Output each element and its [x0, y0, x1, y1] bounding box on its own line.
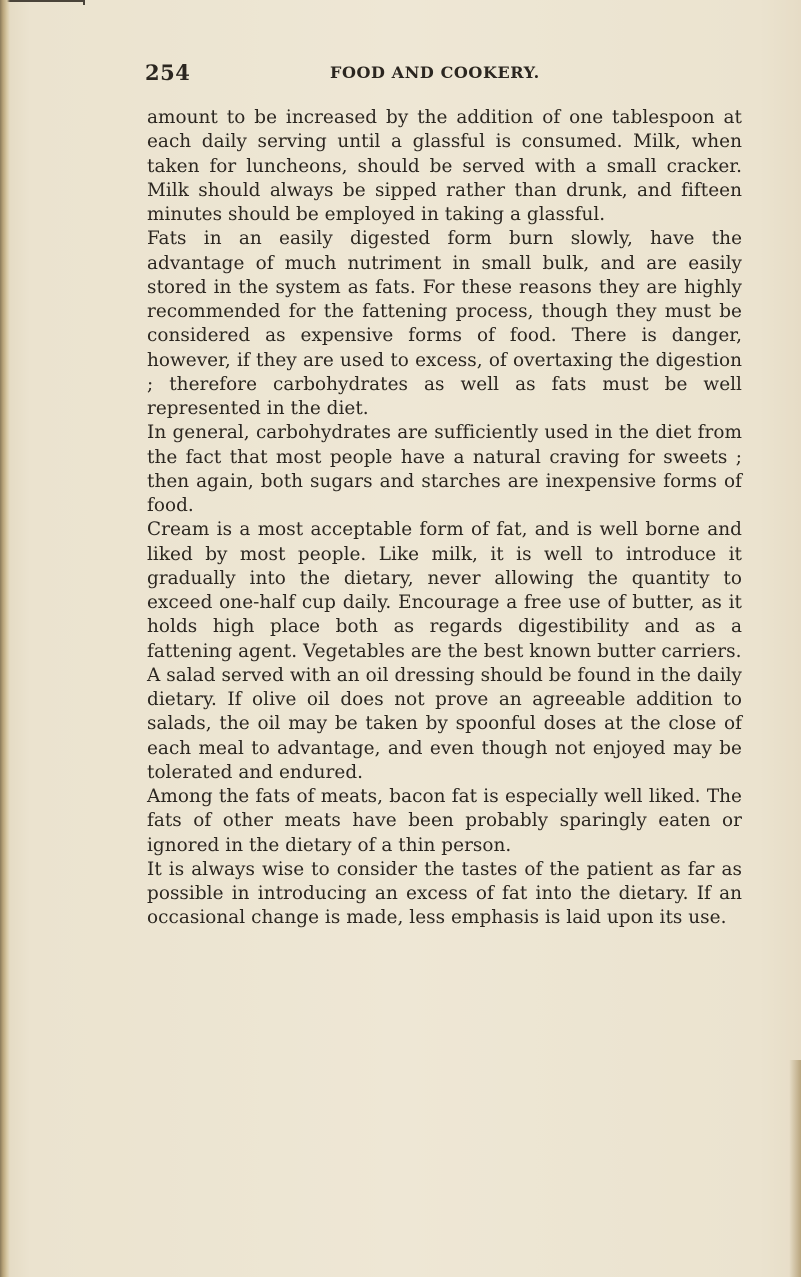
- page-header: [0, 60, 801, 90]
- paragraph: Among the fats of meats, bacon fat is especially well liked. The fats of other meats have been probably sparingly eaten or ignored in the dietary of a thin person.: [147, 786, 742, 856]
- page-edge-shadow: [789, 1060, 801, 1277]
- body-text: [147, 106, 742, 931]
- paragraph: It is always wise to consider the tastes of the patient as far as possible in introducing an excess of fat into the dietary. If an occasional change is made, less emphasis is laid upon its use.: [147, 858, 742, 929]
- paragraph: Fats in an easily digested form burn slowly, have the advantage of much nutriment in small bulk, and are easily stored in the system as fats. For these reasons they are highly recommended for the fattening process, though they must be considered as expensive forms of food. There is danger, however, if they are used to excess, of overtaxing the digestion ; therefore carbohydrates as well as fats must be well represented in the diet.: [147, 228, 742, 419]
- page-binding-edge: [0, 0, 10, 1277]
- paragraph: Cream is a most acceptable form of fat, and is well borne and liked by most people. Like milk, it is well to introduce it gradually into the dietary, never allowing the quantity to exceed one-half cup daily. Encourage a free use of butter, as it holds high place both as regards digestibility and as a fattening agent. Vegetables are the best known butter carriers.: [147, 519, 742, 662]
- paragraph: A salad served with an oil dressing should be found in the daily dietary. If olive oil does not prove an agreeable addition to salads, the oil may be taken by spoonful doses at the close of each meal to advantage, and even though not enjoyed may be tolerated and endured.: [147, 664, 742, 783]
- paragraph: amount to be increased by the addition of one tablespoon at each daily serving until a glassful is consumed. Milk, when taken for luncheons, should be served with a small cracker. Milk should always be sipped rather than drunk, and fifteen minutes should be employed in taking a glassful.: [147, 107, 742, 225]
- paragraph: In general, carbohydrates are sufficiently used in the diet from the fact that most people have a natural craving for sweets ; then again, both sugars and starches are inexpensive forms of food.: [147, 422, 742, 516]
- page-number: 254: [145, 60, 191, 85]
- page-corner-rule: [0, 0, 85, 5]
- running-title: FOOD AND COOKERY.: [330, 63, 540, 82]
